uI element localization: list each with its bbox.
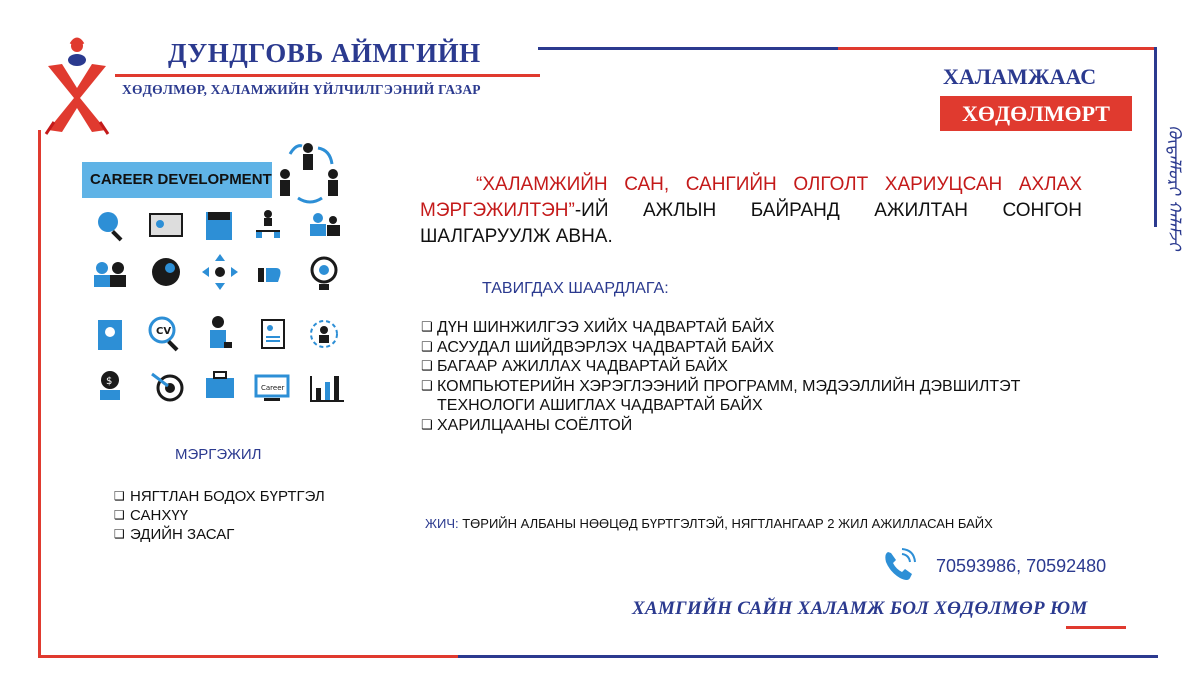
phone-numbers: 70593986, 70592480: [936, 556, 1107, 576]
briefcase-icon: [206, 372, 234, 398]
header-underline: [115, 74, 540, 77]
footer-accent-line: [1066, 626, 1126, 629]
requirement-item: ❑ АСУУДАЛ ШИЙДВЭРЛЭХ ЧАДВАРТАЙ БАЙХ: [421, 338, 1121, 358]
slogan-badge: ХӨДӨЛМӨРТ: [940, 96, 1132, 131]
frame-line-left: [38, 130, 41, 658]
note: [425, 516, 993, 531]
svg-text:Career: Career: [261, 384, 285, 392]
frame-line-bottom-blue: [458, 655, 1158, 658]
announcement-text: -ИЙ АЖЛЫН БАЙРАНД АЖИЛТАН СОНГОН ШАЛГАРУУЛЖ АВНА.: [420, 200, 1082, 247]
profession-item: ❑ ЭДИЙН ЗАСАГ: [114, 525, 325, 544]
growth-chart-icon: [310, 376, 344, 402]
org-title: ДУНДГОВЬ АЙМГИЙН: [168, 38, 481, 68]
thumbs-up-icon: [258, 268, 281, 282]
frame-line-right: [1154, 47, 1157, 227]
career-monitor-icon: [256, 376, 288, 401]
organization-logo: [34, 36, 120, 136]
search-person-icon: [98, 212, 122, 241]
requirements-title: ТАВИГДАХ ШААРДЛАГА:: [482, 280, 669, 297]
businessman-icon: [210, 316, 232, 348]
network-people-icon: [311, 321, 337, 347]
org-chart-icon: [256, 210, 280, 238]
position-title: “ХАЛАМЖИЙН САН, САНГИЙН ОЛГОЛТ ХАРИУЦСАН АХЛАХ МЭРГЭЖИЛТЭН”: [420, 174, 1082, 221]
note-label: ЖИЧ:: [425, 516, 459, 531]
career-development-graphic: [78, 140, 368, 420]
profession-item: ❑ САНХҮҮ: [114, 506, 325, 525]
phone-icon: [882, 548, 916, 582]
direction-arrows-icon: [202, 254, 238, 290]
resume-icon: [262, 320, 284, 348]
note-text: ТӨРИЙН АЛБАНЫ НӨӨЦӨД БҮРТГЭЛТЭЙ, НЯГТЛАНГААР 2 ЖИЛ АЖИЛЛАСАН БАЙХ: [458, 516, 993, 531]
career-badge: CAREER DEVELOPMENT: [82, 162, 272, 198]
frame-line-top-blue: [538, 47, 838, 50]
svg-text:CV: CV: [156, 326, 172, 337]
career-icons: [78, 140, 368, 420]
profession-title: МЭРГЭЖИЛ: [175, 446, 262, 463]
requirement-item: ❑ ДҮН ШИНЖИЛГЭЭ ХИЙХ ЧАДВАРТАЙ БАЙХ: [421, 318, 1121, 338]
job-board-icon: [206, 212, 232, 240]
slogan-top: ХАЛАМЖААС: [943, 64, 1097, 89]
requirement-item: ❑ БАГААР АЖИЛЛАХ ЧАДВАРТАЙ БАЙХ: [421, 357, 1121, 377]
vertical-mongolian-script: ᠬᠥᠳᠡᠯᠮᠦᠷᠢ ᠬᠠᠯᠠᠮᠵᠢ: [1164, 125, 1184, 250]
requirement-item: ❑ ХАРИЛЦААНЫ СОЁЛТОЙ: [421, 416, 1121, 436]
cv-search-icon: [150, 318, 178, 351]
svg-text:$: $: [106, 376, 113, 387]
target-icon: [152, 374, 182, 400]
requirement-item: ❑ КОМПЬЮТЕРИЙН ХЭРЭГЛЭЭНИЙ ПРОГРАММ, МЭДЭЭЛЛИЙН ДЭВШИЛТЭТ ТЕХНОЛОГИ АШИГЛАХ ЧАДВАРТАЙ БАЙХ: [421, 377, 1121, 416]
profession-item: ❑ НЯГТЛАН БОДОХ БҮРТГЭЛ: [114, 487, 325, 506]
frame-line-bottom-red: [38, 655, 458, 658]
contacts-book-icon: [98, 320, 122, 350]
id-card-icon: [150, 214, 182, 236]
frame-line-top-red: [838, 47, 1156, 50]
people-cycle-icon: [280, 143, 338, 202]
salary-icon: [100, 371, 120, 400]
team-icon: [310, 213, 340, 236]
org-subtitle: ХӨДӨЛМӨР, ХАЛАМЖИЙН ҮЙЛЧИЛГЭЭНИЙ ГАЗАР: [122, 82, 481, 97]
users-icon: [94, 262, 126, 287]
profession-list: [114, 487, 325, 544]
lightbulb-icon: [312, 258, 336, 290]
announcement-heading: [420, 172, 1082, 250]
footer-slogan: ХАМГИЙН САЙН ХАЛАМЖ БОЛ ХӨДӨЛМӨР ЮМ: [632, 598, 1088, 619]
requirements-list: [421, 318, 1121, 435]
head-gear-icon: [152, 258, 180, 286]
